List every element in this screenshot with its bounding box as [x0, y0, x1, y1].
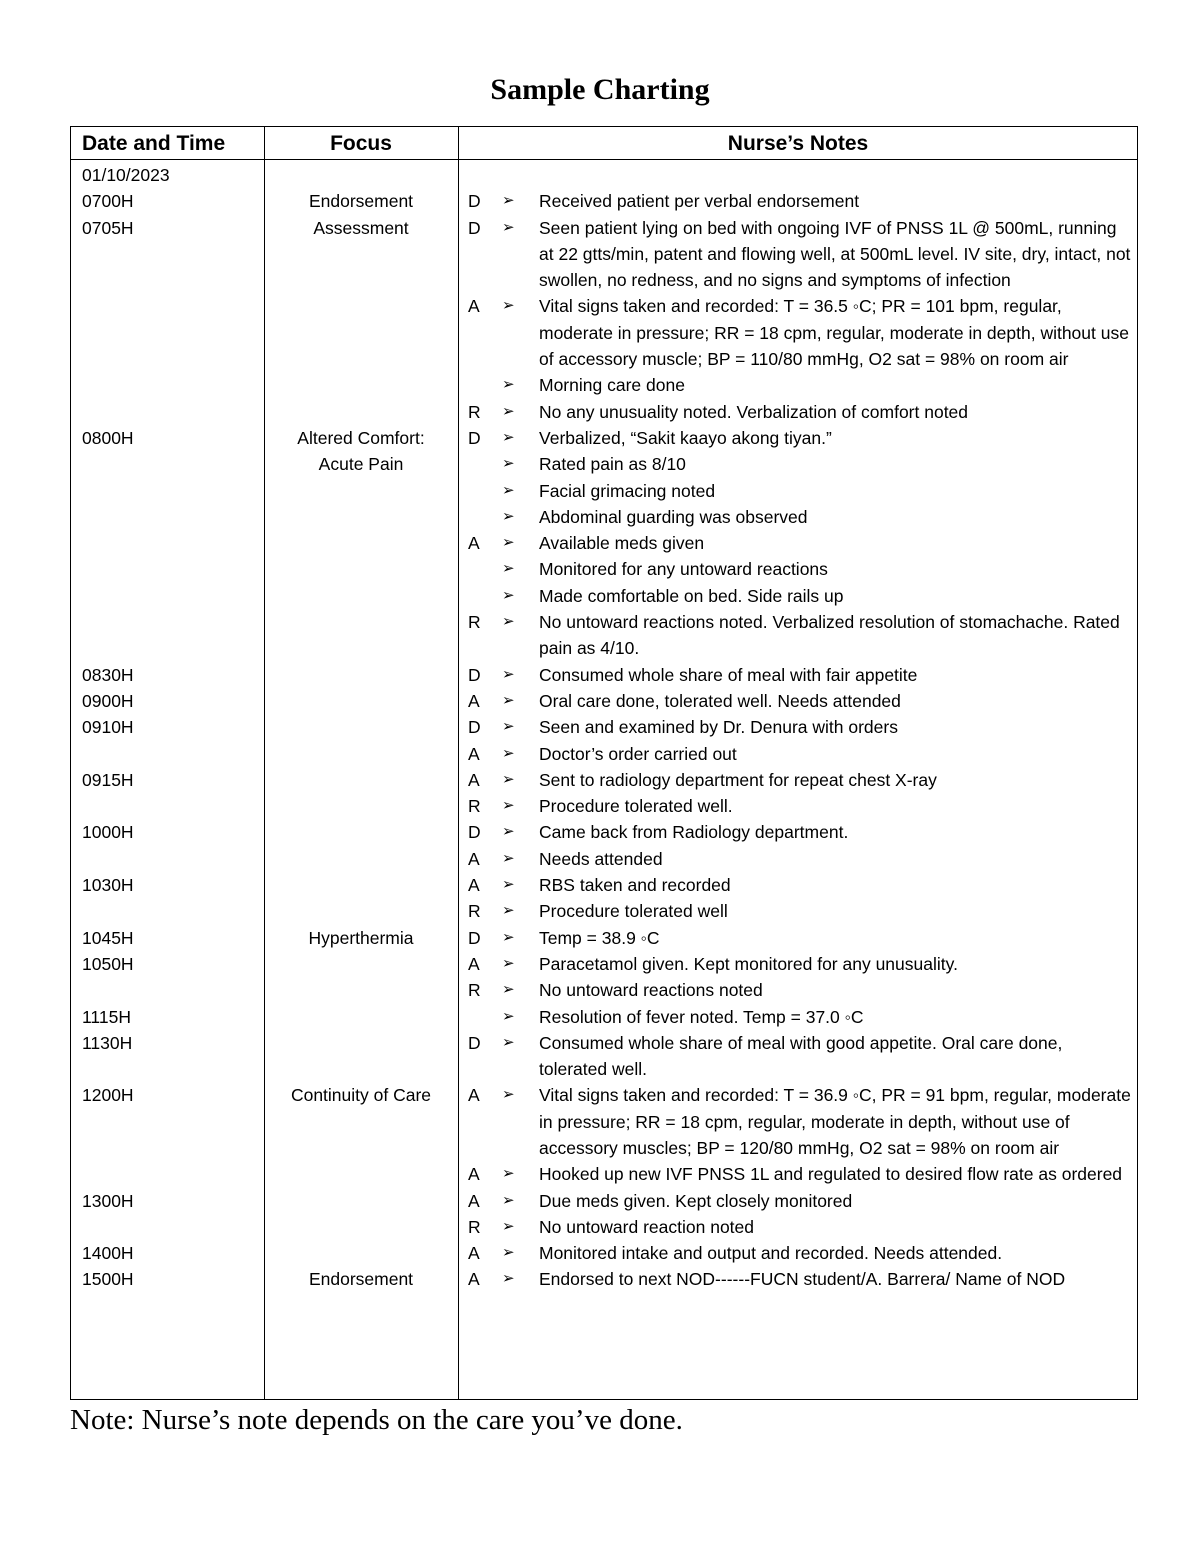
- bullet-arrow-icon: ➢: [502, 1165, 515, 1183]
- table-row: [70, 399, 1138, 425]
- dar-cell: D: [468, 717, 481, 738]
- bullet-arrow-icon: ➢: [502, 797, 515, 815]
- note-cell: Consumed whole share of meal with good appetite. Oral care done, tolerated well.: [539, 1032, 1063, 1080]
- bullet-arrow-icon: ➢: [502, 1086, 515, 1104]
- note-cell: No untoward reaction noted: [539, 1216, 754, 1237]
- table-row: [70, 1214, 1138, 1240]
- bullet-arrow-icon: ➢: [502, 218, 515, 236]
- bullet-arrow-icon: ➢: [502, 1191, 515, 1209]
- note-cell: Made comfortable on bed. Side rails up: [539, 585, 844, 606]
- note-cell: Monitored for any untoward reactions: [539, 559, 828, 580]
- time-cell: 1045H: [82, 927, 134, 948]
- table-row: [70, 1240, 1138, 1266]
- note-cell: Hooked up new IVF PNSS 1L and regulated to desired flow rate as ordered: [539, 1164, 1123, 1185]
- dar-cell: D: [468, 822, 481, 843]
- table-row: [70, 372, 1138, 398]
- table-row: [70, 688, 1138, 714]
- dar-cell: A: [468, 690, 480, 711]
- note-cell: Consumed whole share of meal with fair appetite: [539, 664, 918, 685]
- time-cell: 1130H: [82, 1032, 133, 1053]
- note-cell: Oral care done, tolerated well. Needs attended: [539, 690, 901, 711]
- dar-cell: A: [468, 1243, 480, 1264]
- table-row: [70, 977, 1138, 1003]
- bullet-arrow-icon: ➢: [502, 455, 515, 473]
- note-cell: Resolution of fever noted. Temp = 37.0 ◦C: [539, 1006, 864, 1027]
- time-cell: 01/10/2023: [82, 165, 170, 185]
- note-cell: Received patient per verbal endorsement: [539, 191, 860, 212]
- page-title: Sample Charting: [490, 73, 710, 106]
- focus-cell: Assessment: [313, 217, 409, 238]
- bullet-arrow-icon: ➢: [502, 954, 515, 972]
- focus-cell: Continuity of Care: [290, 1085, 432, 1106]
- focus-cell: Altered Comfort:: [297, 427, 425, 448]
- table-row: [70, 556, 1138, 582]
- note-cell: RBS taken and recorded: [539, 875, 731, 896]
- note-cell: Needs attended: [539, 848, 663, 869]
- table-row: [70, 793, 1138, 819]
- dar-cell: A: [468, 1269, 480, 1290]
- table-row: [70, 451, 1138, 477]
- note-cell: [539, 162, 1133, 188]
- table-row: [70, 1266, 1138, 1292]
- dar-cell: D: [468, 927, 481, 948]
- table-row: [70, 162, 1138, 188]
- note-cell: Endorsed to next NOD------FUCN student/A. Barrera/ Name of NOD: [539, 1269, 1066, 1290]
- table-row: [70, 583, 1138, 609]
- bullet-arrow-icon: ➢: [502, 981, 515, 999]
- table-row: [70, 925, 1138, 951]
- note-cell: Seen patient lying on bed with ongoing IVF of PNSS 1L @ 500mL, running at 22 gtts/min, patent and flowing well, at 500mL level. IV site, dry, intact, not swollen, no redness, and no signs and symptoms of infection: [539, 217, 1131, 291]
- note-cell: No untoward reactions noted. Verbalized resolution of stomachache. Rated pain as 4/10.: [539, 612, 1120, 659]
- dar-cell: A: [468, 1190, 480, 1211]
- dar-cell: A: [468, 1085, 480, 1106]
- note-cell: Monitored intake and output and recorded. Needs attended.: [539, 1243, 1003, 1264]
- note-cell: Doctor’s order carried out: [539, 743, 737, 764]
- note-cell: Vital signs taken and recorded: T = 36.5 ◦C; PR = 101 bpm, regular, moderate in pressure; RR = 18 cpm, regular, moderate in depth, without use of accessory muscle; BP = 110/80 mmHg, O2 sat = 98% on room air: [539, 296, 1129, 370]
- footer-note: Note: Nurse’s note depends on the care you’ve done.: [70, 1404, 683, 1436]
- bullet-arrow-icon: ➢: [502, 691, 515, 709]
- table-row: [70, 1082, 1138, 1161]
- bullet-arrow-icon: ➢: [502, 586, 515, 604]
- bullet-arrow-icon: ➢: [502, 534, 515, 552]
- focus-cell: Endorsement: [308, 191, 414, 212]
- time-cell: 1300H: [82, 1190, 134, 1211]
- table-row: [70, 530, 1138, 556]
- bullet-arrow-icon: ➢: [502, 1033, 515, 1051]
- note-cell: Temp = 38.9 ◦C: [539, 927, 660, 948]
- dar-cell: R: [468, 401, 481, 422]
- focus-cell: Endorsement: [308, 1269, 414, 1290]
- table-row: [70, 1188, 1138, 1214]
- header-date-time: Date and Time: [82, 132, 226, 155]
- bullet-arrow-icon: ➢: [502, 1270, 515, 1288]
- note-cell: Available meds given: [539, 533, 705, 554]
- time-cell: 1115H: [82, 1006, 131, 1027]
- time-cell: 1030H: [82, 875, 134, 896]
- table-row: [70, 767, 1138, 793]
- time-cell: 0830H: [82, 664, 134, 685]
- dar-cell: A: [468, 848, 480, 869]
- time-cell: 1200H: [82, 1085, 134, 1106]
- dar-cell: A: [468, 1164, 480, 1185]
- table-body: [70, 162, 1138, 1293]
- table-row: [70, 846, 1138, 872]
- focus-cell: Acute Pain: [318, 454, 404, 475]
- note-cell: Procedure tolerated well: [539, 901, 728, 922]
- time-cell: 0915H: [82, 769, 134, 790]
- bullet-arrow-icon: ➢: [502, 902, 515, 920]
- note-cell: Paracetamol given. Kept monitored for any unusuality.: [539, 953, 958, 974]
- note-cell: Facial grimacing noted: [539, 480, 716, 501]
- bullet-arrow-icon: ➢: [502, 428, 515, 446]
- dar-cell: D: [468, 427, 481, 448]
- time-cell: 1500H: [82, 1269, 134, 1290]
- table-row: [70, 609, 1138, 662]
- note-cell: Procedure tolerated well.: [539, 796, 733, 817]
- bullet-arrow-icon: ➢: [502, 876, 515, 894]
- dar-cell: R: [468, 1216, 481, 1237]
- note-cell: Morning care done: [539, 375, 685, 396]
- table-row: [70, 215, 1138, 294]
- bullet-arrow-icon: ➢: [502, 402, 515, 420]
- table-row: [70, 1004, 1138, 1030]
- note-cell: Verbalized, “Sakit kaayo akong tiyan.”: [539, 427, 832, 448]
- table-row: [70, 504, 1138, 530]
- time-cell: 1400H: [82, 1243, 134, 1264]
- bullet-arrow-icon: ➢: [502, 1244, 515, 1262]
- dar-cell: A: [468, 769, 480, 790]
- time-cell: 0705H: [82, 217, 134, 238]
- bullet-arrow-icon: ➢: [502, 560, 515, 578]
- dar-cell: R: [468, 980, 481, 1001]
- dar-cell: D: [468, 664, 481, 685]
- dar-cell: A: [468, 743, 480, 764]
- note-cell: No any unusuality noted. Verbalization of comfort noted: [539, 401, 969, 422]
- dar-cell: R: [468, 796, 481, 817]
- focus-cell: Hyperthermia: [308, 927, 414, 948]
- bullet-arrow-icon: ➢: [502, 481, 515, 499]
- dar-cell: R: [468, 612, 481, 633]
- bullet-arrow-icon: ➢: [502, 613, 515, 631]
- dar-cell: D: [468, 217, 481, 238]
- bullet-arrow-icon: ➢: [502, 192, 515, 210]
- note-cell: Came back from Radiology department.: [539, 822, 849, 843]
- note-cell: Abdominal guarding was observed: [539, 506, 808, 527]
- bullet-arrow-icon: ➢: [502, 744, 515, 762]
- table-header: [70, 126, 1138, 160]
- bullet-arrow-icon: ➢: [502, 1007, 515, 1025]
- bullet-arrow-icon: ➢: [502, 718, 515, 736]
- time-cell: 0900H: [82, 690, 134, 711]
- table-row: [70, 425, 1138, 451]
- bullet-arrow-icon: ➢: [502, 770, 515, 788]
- bullet-arrow-icon: ➢: [502, 1217, 515, 1235]
- header-focus: Focus: [330, 132, 392, 155]
- table-row: [70, 898, 1138, 924]
- dar-cell: A: [468, 296, 480, 317]
- bullet-arrow-icon: ➢: [502, 823, 515, 841]
- bullet-arrow-icon: ➢: [502, 928, 515, 946]
- note-cell: Seen and examined by Dr. Denura with orders: [539, 717, 898, 738]
- time-cell: 0800H: [82, 427, 134, 448]
- note-cell: Due meds given. Kept closely monitored: [539, 1190, 853, 1211]
- time-cell: 0910H: [82, 717, 134, 738]
- bullet-arrow-icon: ➢: [502, 665, 515, 683]
- table-row: [70, 662, 1138, 688]
- dar-cell: A: [468, 875, 480, 896]
- bullet-arrow-icon: ➢: [502, 376, 515, 394]
- time-cell: 1050H: [82, 953, 134, 974]
- note-cell: Sent to radiology department for repeat chest X-ray: [539, 769, 937, 790]
- table-row: [70, 188, 1138, 214]
- table-row: [70, 1161, 1138, 1187]
- bullet-arrow-icon: ➢: [502, 297, 515, 315]
- dar-cell: A: [468, 953, 480, 974]
- note-cell: No untoward reactions noted: [539, 980, 763, 1001]
- dar-cell: D: [468, 1032, 481, 1053]
- header-nurses-notes: Nurse’s Notes: [727, 132, 869, 155]
- bullet-arrow-icon: ➢: [502, 507, 515, 525]
- table-row: [70, 293, 1138, 372]
- table-row: [70, 741, 1138, 767]
- table-row: [70, 872, 1138, 898]
- table-row: [70, 1030, 1138, 1083]
- table-row: [70, 819, 1138, 845]
- dar-cell: D: [468, 191, 481, 212]
- dar-cell: R: [468, 901, 481, 922]
- table-row: [70, 478, 1138, 504]
- note-cell: Rated pain as 8/10: [539, 454, 686, 475]
- bullet-arrow-icon: ➢: [502, 849, 515, 867]
- dar-cell: A: [468, 533, 480, 554]
- table-row: [70, 714, 1138, 740]
- table-row: [70, 951, 1138, 977]
- note-cell: Vital signs taken and recorded: T = 36.9 ◦C, PR = 91 bpm, regular, moderate in pressure; RR = 18 cpm, regular, moderate in depth, without use of accessory muscles; BP = 120/80 mmHg, O2 sat = 98% on room air: [539, 1085, 1131, 1158]
- time-cell: 0700H: [82, 191, 134, 212]
- time-cell: 1000H: [82, 822, 134, 843]
